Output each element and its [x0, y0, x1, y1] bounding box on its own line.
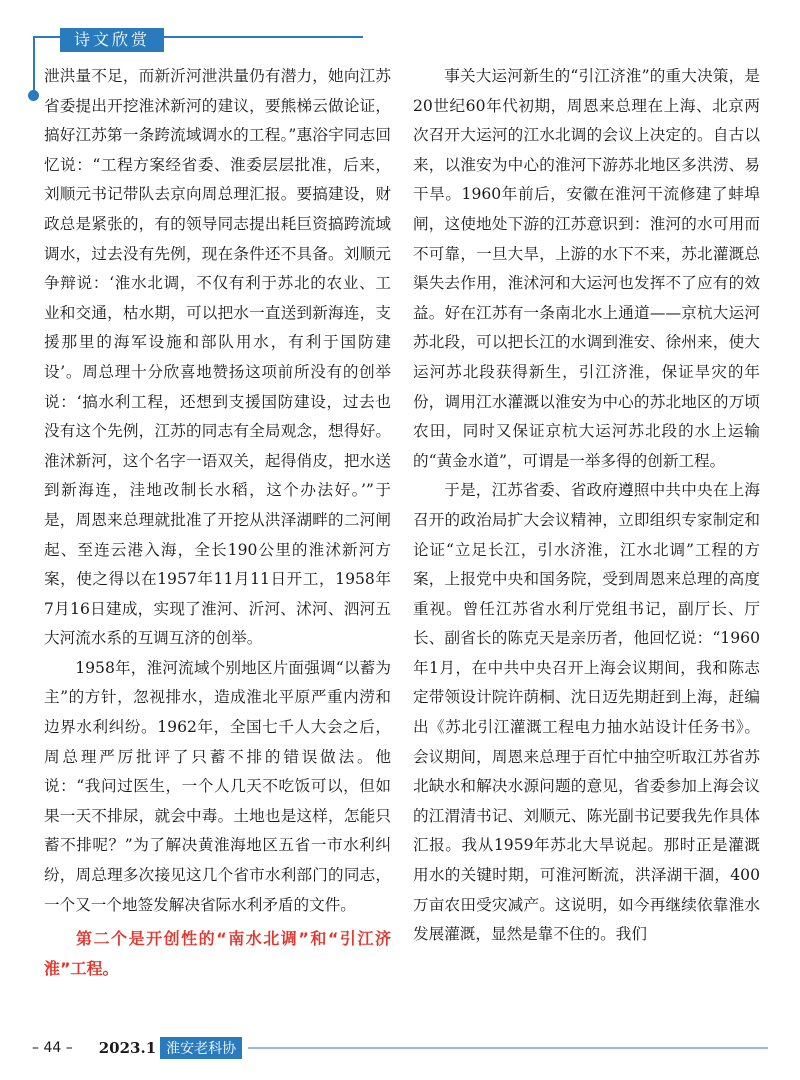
right-paragraph-1: 事关大运河新生的“引江济淮”的重大决策，是20世纪60年代初期，周恩来总理在上海、北京两次召开大运河的江水北调的会议上决定的。自古以来，以淮安为中心的淮河下游苏北地区多洪涝、易干旱。1960年前后，安徽在淮河干流修建了蚌埠闸，这使地处下游的江苏意识到：淮河的水可用而不可靠，一旦大旱，上游的水下不来，苏北灌溉总渠失去作用，淮沭河和大运河也发挥不了应有的效益。好在江苏有一条南北水上通道——京杭大运河苏北段，可以把长江的水调到淮安、徐州来，使大运河苏北段获得新生，引江济淮，保证旱灾的年份，调用江水灌溉以淮安为中心的苏北地区的万顷农田，同时又保证京杭大运河苏北段的水上运输的“黄金水道”，可谓是一举多得的创新工程。 — [413, 67, 760, 470]
page-footer — [32, 1036, 242, 1060]
left-paragraph-2: 1958年，淮河流域个别地区片面强调“以蓄为主”的方针，忽视排水，造成淮北平原严重内涝和边界水利纠纷。1962年，全国七千人大会之后，周总理严厉批评了只蓄不排的错误做法。他说：“我问过医生，一个人几天不吃饭可以，但如果一天不排尿，就会中毒。土地也是这样，怎能只蓄不排呢？”为了解决黄淮海地区五省一市水利纠纷，周总理多次接见这几个省市水利部门的同志，一个又一个地签发解决省际水利矛盾的文件。 — [44, 658, 391, 914]
issue-number: 2023.1 — [98, 1039, 157, 1057]
footer-rule — [248, 1047, 768, 1049]
section-subheading: 第二个是开创性的“南水北调”和“引江济淮”工程。 — [44, 929, 391, 978]
page-number: – 44 – — [32, 1040, 73, 1056]
header-rule-vertical — [33, 36, 35, 98]
right-paragraph-2: 于是，江苏省委、省政府遵照中共中央在上海召开的政治局扩大会议精神，立即组织专家制定和论证“立足长江，引水济淮，江水北调”工程的方案，上报党中央和国务院，受到周恩来总理的高度重视。曾任江苏省水利厅党组书记，副厅长、厅长、副省长的陈克天是亲历者，他回忆说：“1960年1月，在中共中央召开上海会议期间，我和陈志定带领设计院许荫桐、沈日迈先期赶到上海，赶编出《苏北引江灌溉工程电力抽水站设计任务书》。会议期间，周恩来总理于百忙中抽空听取江苏省苏北缺水和解决水源问题的意见，省委参加上海会议的江渭清书记、刘顺元、陈光副书记要我先作具体汇报。我从1959年苏北大旱说起。那时正是灌溉用水的关键时期，可淮河断流，洪泽湖干涸，400万亩农田受灾减产。这说明，如今再继续依靠淮水发展灌溉，显然是靠不住的。我们 — [413, 481, 760, 944]
right-column — [413, 62, 760, 950]
section-tag: 诗文欣赏 — [60, 28, 164, 52]
left-column — [44, 62, 391, 983]
header-dot — [28, 90, 39, 101]
left-paragraph-1: 泄洪量不足，而新沂河泄洪量仍有潜力，她向江苏省委提出开挖淮沭新河的建议，要熊梯云做论证，搞好江苏第一条跨流域调水的工程。”惠浴宇同志回忆说：“工程方案经省委、淮委层层批准，后来，刘顺元书记带队去京向周总理汇报。要搞建设，财政总是紧张的，有的领导同志提出耗巨资搞跨流域调水，过去没有先例，现在条件还不具备。刘顺元争辩说：‘淮水北调，不仅有利于苏北的农业、工业和交通，枯水期，可以把水一直送到新海连，支援那里的海军设施和部队用水，有利于国防建设’。周总理十分欣喜地赞扬这项前所没有的创举说：‘搞水利工程，还想到支援国防建设，过去也没有这个先例，江苏的同志有全局观念，想得好。淮沭新河，这个名字一语双关，起得俏皮，把水送到新海连，洼地改制长水稻，这个办法好。’”于是，周恩来总理就批准了开挖从洪泽湖畔的二河闸起、至连云港入海，全长190公里的淮沭新河方案，使之得以在1957年11月11日开工，1958年7月16日建成，实现了淮河、沂河、沭河、泗河五大河流水系的互调互济的创举。 — [44, 67, 391, 648]
journal-name: 淮安老科协 — [160, 1037, 242, 1059]
